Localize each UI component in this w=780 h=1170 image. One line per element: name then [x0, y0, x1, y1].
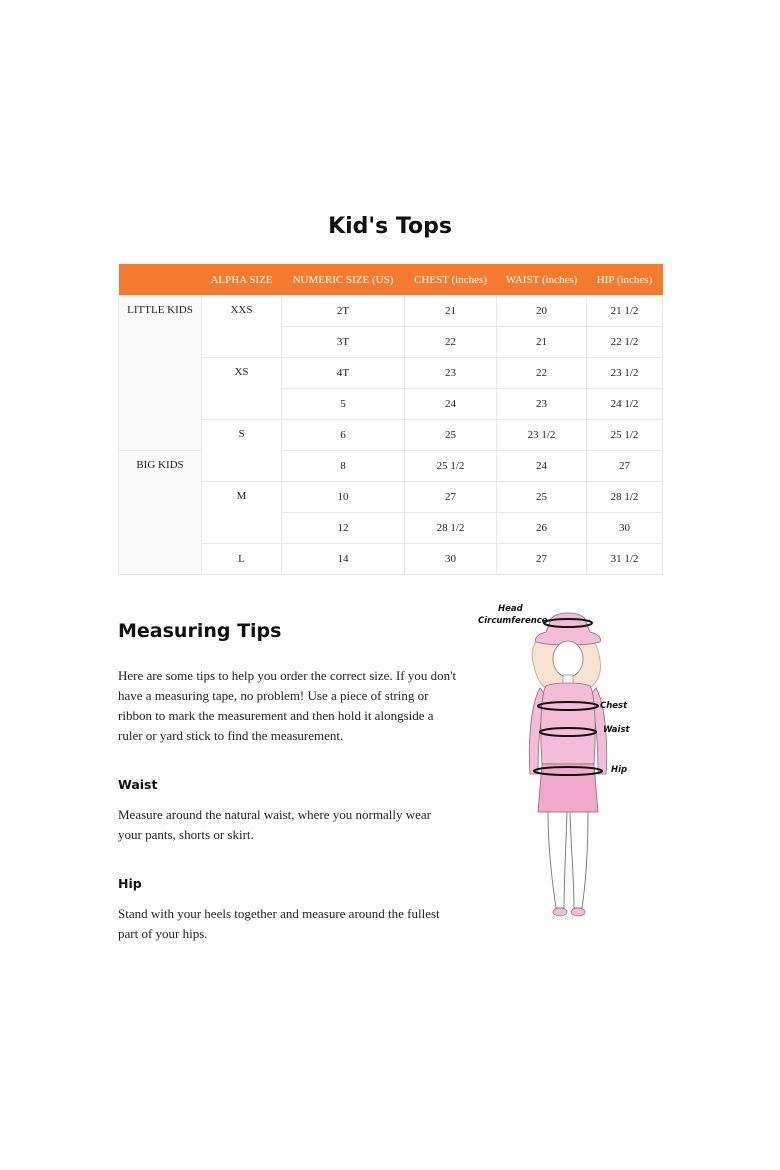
waist-cell: 25 [497, 482, 587, 513]
hip-cell: 28 1/2 [587, 482, 663, 513]
hip-cell: 31 1/2 [587, 544, 663, 575]
numeric-size-cell: 14 [282, 544, 405, 575]
chest-cell: 30 [405, 544, 497, 575]
alpha-size-cell: XS [202, 358, 282, 420]
chest-label: Chest [600, 701, 628, 711]
numeric-size-cell: 3T [282, 327, 405, 358]
hip-cell: 25 1/2 [587, 420, 663, 451]
waist-cell: 21 [497, 327, 587, 358]
page-title: Kid's Tops [328, 214, 452, 239]
chest-cell: 25 [405, 420, 497, 451]
table-row [119, 451, 663, 482]
hip-description: Stand with your heels together and measure around the fullest part of your hips. [118, 906, 440, 941]
left-shoe [553, 908, 567, 916]
right-shoe [571, 908, 585, 916]
hip-cell: 22 1/2 [587, 327, 663, 358]
header-chest: CHEST (inches) [405, 264, 497, 296]
table-row [119, 296, 663, 327]
numeric-size-cell: 2T [282, 296, 405, 327]
hip-cell: 30 [587, 513, 663, 544]
head-label: Head [498, 604, 523, 614]
hip-label: Hip [611, 765, 628, 775]
group-little-kids: LITTLE KIDS [119, 296, 202, 451]
header-alpha-size: ALPHA SIZE [202, 264, 282, 296]
girl-skirt [538, 764, 598, 812]
hip-cell: 24 1/2 [587, 389, 663, 420]
header-hip: HIP (inches) [587, 264, 663, 296]
chest-cell: 27 [405, 482, 497, 513]
chest-cell: 25 1/2 [405, 451, 497, 482]
measurement-illustration [470, 596, 640, 926]
group-big-kids: BIG KIDS [119, 451, 202, 575]
chest-cell: 21 [405, 296, 497, 327]
chest-cell: 22 [405, 327, 497, 358]
waist-cell: 23 1/2 [497, 420, 587, 451]
chest-cell: 28 1/2 [405, 513, 497, 544]
numeric-size-cell: 8 [282, 451, 405, 482]
numeric-size-cell: 12 [282, 513, 405, 544]
waist-description: Measure around the natural waist, where you normally wear your pants, shorts or skirt. [118, 807, 431, 842]
girl-face [553, 641, 583, 677]
hip-cell: 23 1/2 [587, 358, 663, 389]
measuring-tips-intro: Here are some tips to help you order the correct size. If you don't have a measuring tape, no problem! Use a piece of string or ribbon to mark the measurement and then hold it alongside a ruler or yard stick to find the measurement. [118, 668, 457, 743]
header-group [119, 264, 202, 296]
waist-cell: 20 [497, 296, 587, 327]
alpha-size-cell: L [202, 544, 282, 575]
measuring-tips-heading: Measuring Tips [118, 620, 282, 642]
hip-heading: Hip [118, 876, 142, 891]
waist-cell: 27 [497, 544, 587, 575]
hip-cell: 27 [587, 451, 663, 482]
waist-label: Waist [603, 725, 630, 735]
alpha-size-cell: XXS [202, 296, 282, 358]
waist-heading: Waist [118, 777, 158, 792]
numeric-size-cell: 10 [282, 482, 405, 513]
alpha-size-cell: M [202, 482, 282, 544]
table-header-row [119, 264, 663, 296]
size-chart-table [118, 264, 663, 575]
numeric-size-cell: 5 [282, 389, 405, 420]
waist-cell: 26 [497, 513, 587, 544]
chest-cell: 24 [405, 389, 497, 420]
numeric-size-cell: 6 [282, 420, 405, 451]
hip-cell: 21 1/2 [587, 296, 663, 327]
waist-cell: 23 [497, 389, 587, 420]
chest-cell: 23 [405, 358, 497, 389]
alpha-size-cell: S [202, 420, 282, 482]
header-numeric-size: NUMERIC SIZE (US) [282, 264, 405, 296]
numeric-size-cell: 4T [282, 358, 405, 389]
girl-legs [548, 812, 588, 908]
waist-cell: 22 [497, 358, 587, 389]
girl-top [541, 683, 595, 764]
waist-cell: 24 [497, 451, 587, 482]
header-waist: WAIST (inches) [497, 264, 587, 296]
circumference-label: Circumference [478, 616, 548, 626]
